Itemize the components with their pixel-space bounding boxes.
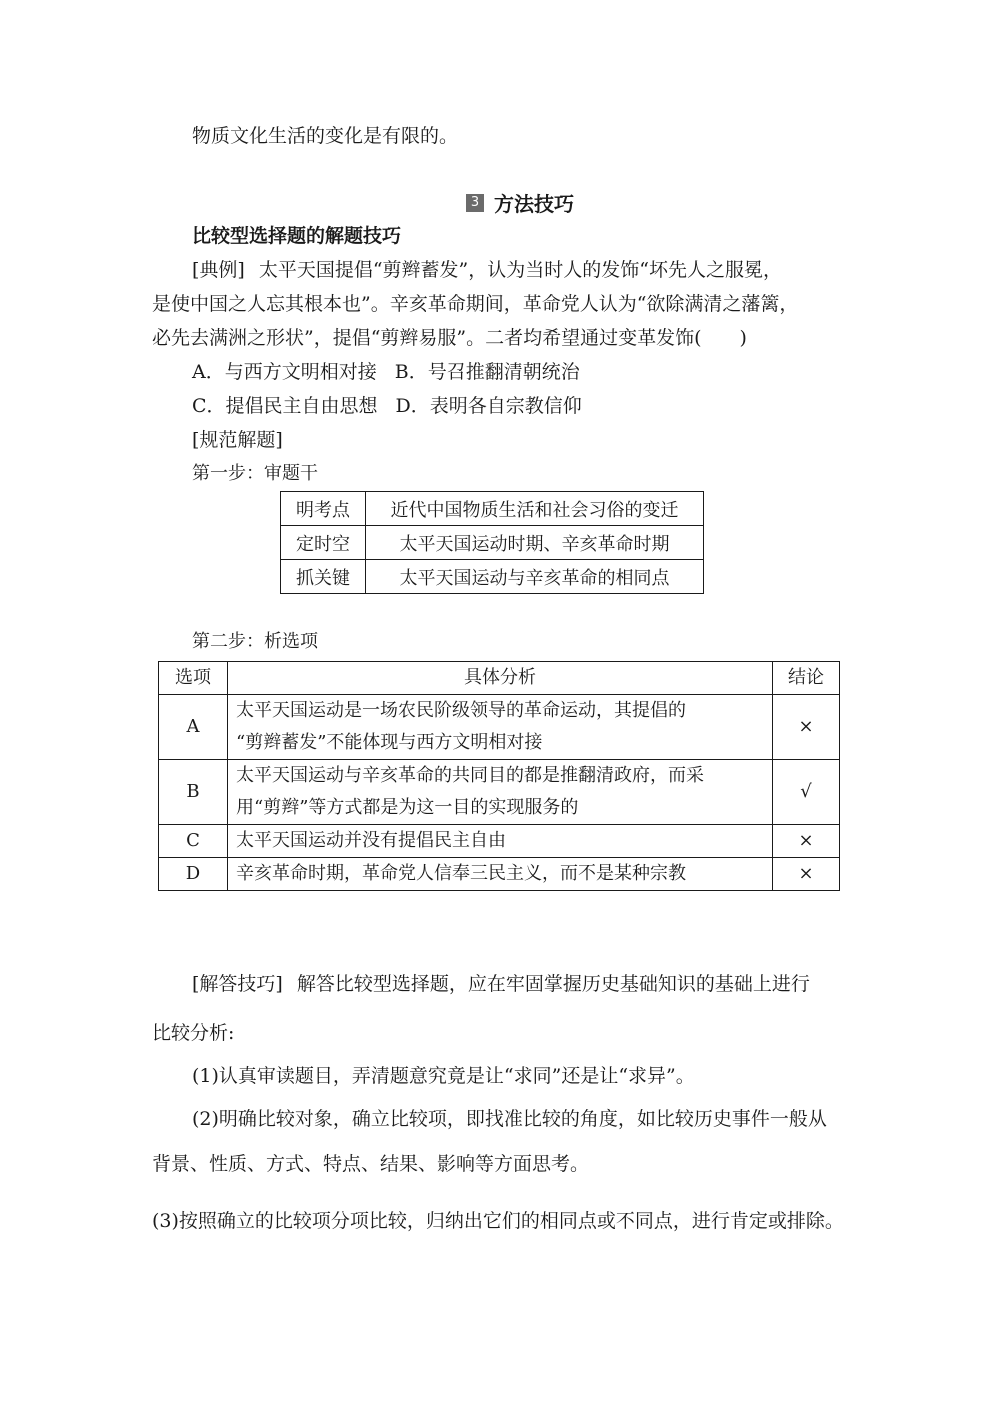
example-line-3: 必先去满洲之形状”，提倡“剪辫易服”。二者均希望通过变革发饰( ) [152,327,747,349]
option-c: C．提倡民主自由思想 [192,395,378,417]
table-cell: 定时空 [281,526,366,560]
table-row [159,825,840,858]
row-result: × [773,858,840,891]
row-analysis [228,760,773,825]
tips-item-2-line-2: 背景、性质、方式、特点、结果、影响等方面思考。 [152,1153,590,1175]
solution-tag: [规范解题] [192,429,283,451]
row-analysis: 太平天国运动并没有提倡民主自由 [228,825,773,858]
subtitle: 比较型选择题的解题技巧 [192,225,402,247]
tips-item-2-line-1: (2)明确比较对象，确立比较项，即找准比较的角度，如比较历史事件一般从 [192,1108,827,1130]
step2-table [158,661,840,891]
header-analysis: 具体分析 [228,662,773,695]
table-cell: 明考点 [281,492,366,526]
row-result: √ [773,760,840,825]
table-row [281,492,704,526]
table-cell: 近代中国物质生活和社会习俗的变迁 [366,492,704,526]
intro-tail: 物质文化生活的变化是有限的。 [192,125,459,147]
table-row [281,526,704,560]
tips-line-1 [192,972,810,996]
tips-item-3: (3)按照确立的比较项分项比较，归纳出它们的相同点或不同点，进行肯定或排除。 [152,1210,844,1232]
tips-line-2: 比较分析: [152,1022,235,1044]
example-line-2: 是使中国之人忘其根本也”。辛亥革命期间，革命党人认为“欲除满清之藩篱， [152,293,799,315]
row-option: A [159,695,228,760]
table-row [281,560,704,594]
analysis-line: “剪辫蓄发”不能体现与西方文明相对接 [236,732,543,753]
analysis-line: 用“剪辫”等方式都是为这一目的实现服务的 [236,797,579,818]
header-result: 结论 [773,662,840,695]
analysis-line: 太平天国运动与辛亥革命的共同目的都是推翻清政府，而采 [236,765,704,786]
analysis-line: 太平天国运动是一场农民阶级领导的革命运动，其提倡的 [236,700,686,721]
option-d: D．表明各自宗教信仰 [395,395,582,417]
table-cell: 太平天国运动与辛亥革命的相同点 [366,560,704,594]
table-row [159,858,840,891]
table-cell: 抓关键 [281,560,366,594]
option-row-1 [192,360,580,384]
step2-label: 第二步：析选项 [192,631,318,652]
row-option: C [159,825,228,858]
table-row [159,695,840,760]
section-number-badge: 3 [466,194,484,212]
step1-table [280,491,704,594]
section-title: 方法技巧 [494,192,574,216]
tips-text-1: 解答比较型选择题，应在牢固掌握历史基础知识的基础上进行 [296,973,810,995]
row-option: D [159,858,228,891]
example-text-1: 太平天国提倡“剪辫蓄发”，认为当时人的发饰“坏先人之服冕， [258,259,782,281]
option-a: A．与西方文明相对接 [192,361,377,383]
table-header-row [159,662,840,695]
example-tag: [典例] [192,259,245,281]
row-option: B [159,760,228,825]
header-option: 选项 [159,662,228,695]
row-result: × [773,825,840,858]
tips-item-1: (1)认真审读题目，弄清题意究竟是让“求同”还是让“求异”。 [192,1065,695,1087]
tips-tag: [解答技巧] [192,973,283,995]
row-analysis: 辛亥革命时期，革命党人信奉三民主义，而不是某种宗教 [228,858,773,891]
example-line-1 [192,258,782,282]
table-cell: 太平天国运动时期、辛亥革命时期 [366,526,704,560]
option-b: B．号召推翻清朝统治 [394,361,580,383]
row-result: × [773,695,840,760]
section-heading [466,188,574,217]
table-row [159,760,840,825]
step1-label: 第一步：审题干 [192,463,318,484]
option-row-2 [192,394,582,418]
row-analysis [228,695,773,760]
